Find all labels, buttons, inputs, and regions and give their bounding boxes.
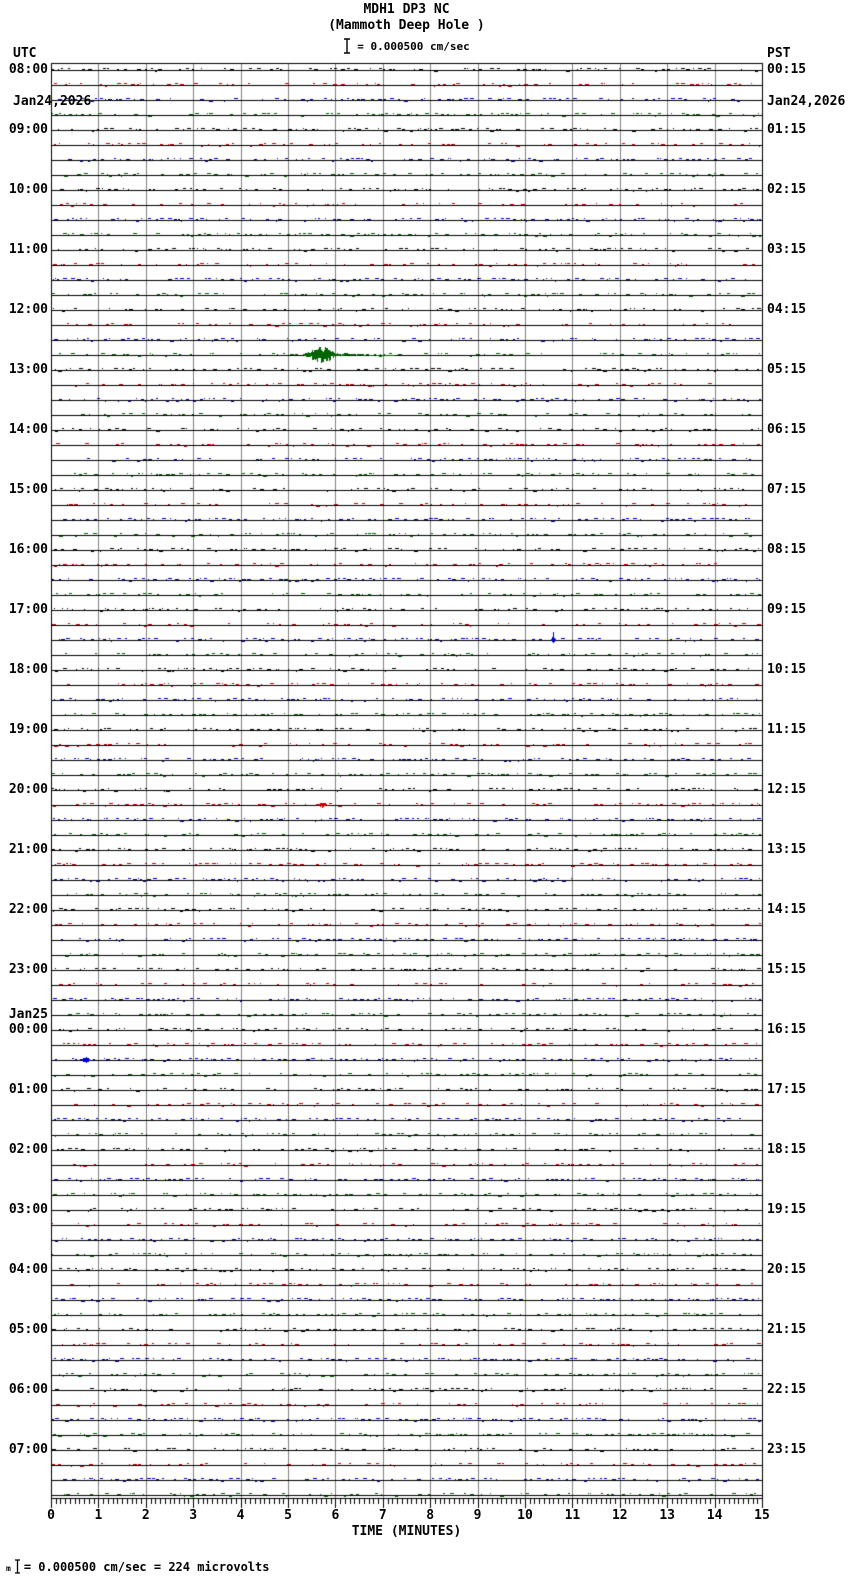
x-axis-tick-label: 10 (517, 1508, 533, 1523)
x-axis-tick-label: 9 (473, 1508, 482, 1523)
amplitude-scale-legend (51, 38, 762, 54)
pst-hour-label: 11:15 (767, 722, 807, 737)
x-axis-tick-label: 15 (754, 1508, 770, 1523)
pst-hour-label: 18:15 (767, 1142, 807, 1157)
utc-hour-label: 23:00 (8, 962, 48, 977)
pst-hour-label: 14:15 (767, 902, 807, 917)
utc-hour-label: 09:00 (8, 122, 48, 137)
utc-hour-label: 22:00 (8, 902, 48, 917)
pst-hour-label: 15:15 (767, 962, 807, 977)
scale-value-label: = 0.000500 cm/sec (357, 39, 470, 53)
x-axis-tick-label: 1 (94, 1508, 103, 1523)
utc-date-label: Jan24,2026 (13, 94, 92, 109)
pst-hour-label: 20:15 (767, 1262, 807, 1277)
utc-hour-label: 04:00 (8, 1262, 48, 1277)
x-axis-tick-label: 0 (47, 1508, 55, 1523)
utc-hour-label: 01:00 (8, 1082, 48, 1097)
x-axis-tick-label: 8 (426, 1508, 435, 1523)
pst-hour-label: 23:15 (767, 1442, 807, 1457)
pst-hour-label: 07:15 (767, 482, 807, 497)
pst-hour-label: 02:15 (767, 182, 807, 197)
utc-hour-label: 19:00 (8, 722, 48, 737)
utc-hour-label: 17:00 (8, 602, 48, 617)
utc-hour-label: 10:00 (8, 182, 48, 197)
utc-hour-label: 11:00 (8, 242, 48, 257)
x-axis-tick-label: 7 (378, 1508, 387, 1523)
pst-hour-label: 17:15 (767, 1082, 807, 1097)
utc-hour-label: 07:00 (8, 1442, 48, 1457)
utc-hour-label: 21:00 (8, 842, 48, 857)
x-axis-tick-label: 6 (331, 1508, 340, 1523)
pst-hour-label: 19:15 (767, 1202, 807, 1217)
utc-hour-label: 00:00 (8, 1022, 48, 1037)
utc-hour-label: 06:00 (8, 1382, 48, 1397)
utc-hour-label: 08:00 (8, 62, 48, 77)
pst-hour-label: 08:15 (767, 542, 807, 557)
pst-date-label: Jan24,2026 (767, 94, 846, 109)
utc-hour-label: 18:00 (8, 662, 48, 677)
utc-hour-label: 16:00 (8, 542, 48, 557)
amplitude-scale-icon (343, 38, 351, 54)
x-axis-tick-label: 11 (564, 1508, 581, 1523)
pst-hour-label: 04:15 (767, 302, 807, 317)
pst-hour-label: 05:15 (767, 362, 807, 377)
pst-hour-label: 16:15 (767, 1022, 807, 1037)
x-axis-tick-label: 13 (659, 1508, 676, 1523)
utc-hour-label: 15:00 (8, 482, 48, 497)
utc-hour-label: 05:00 (8, 1322, 48, 1337)
x-axis-tick-label: 5 (284, 1508, 292, 1523)
footer-note (6, 1559, 269, 1574)
pst-hour-label: 22:15 (767, 1382, 807, 1397)
utc-timezone-label: UTC (13, 46, 37, 61)
amplitude-scale-icon (14, 1559, 21, 1574)
utc-hour-label: 20:00 (8, 782, 48, 797)
utc-hour-label: 03:00 (8, 1202, 48, 1217)
utc-hour-label: 13:00 (8, 362, 48, 377)
pst-hour-label: 03:15 (767, 242, 807, 257)
station-title: MDH1 DP3 NC (363, 2, 450, 17)
utc-rollover-date-label: Jan25 (8, 1007, 48, 1022)
pst-hour-label: 06:15 (767, 422, 807, 437)
pst-hour-label: 09:15 (767, 602, 807, 617)
x-axis-tick-label: 14 (706, 1508, 723, 1523)
x-axis-tick-label: 4 (236, 1508, 245, 1523)
x-axis-tick-label: 12 (611, 1508, 628, 1523)
x-axis-title: TIME (MINUTES) (351, 1524, 462, 1539)
pst-hour-label: 21:15 (767, 1322, 807, 1337)
pst-hour-label: 12:15 (767, 782, 807, 797)
station-subtitle: (Mammoth Deep Hole ) (328, 18, 485, 33)
footer-prefix-glyph: m (6, 1564, 11, 1573)
x-axis-tick-label: 2 (141, 1508, 150, 1523)
pst-timezone-label: PST (767, 46, 791, 61)
x-axis-tick-label: 3 (189, 1508, 198, 1523)
footer-note-text: = 0.000500 cm/sec = 224 microvolts (23, 1559, 270, 1574)
utc-hour-label: 14:00 (8, 422, 48, 437)
pst-hour-label: 10:15 (767, 662, 807, 677)
pst-hour-label: 00:15 (767, 62, 807, 77)
header-center (51, 2, 762, 54)
pst-hour-label: 01:15 (767, 122, 807, 137)
utc-hour-label: 02:00 (8, 1142, 48, 1157)
pst-hour-label: 13:15 (767, 842, 807, 857)
utc-hour-label: 12:00 (8, 302, 48, 317)
